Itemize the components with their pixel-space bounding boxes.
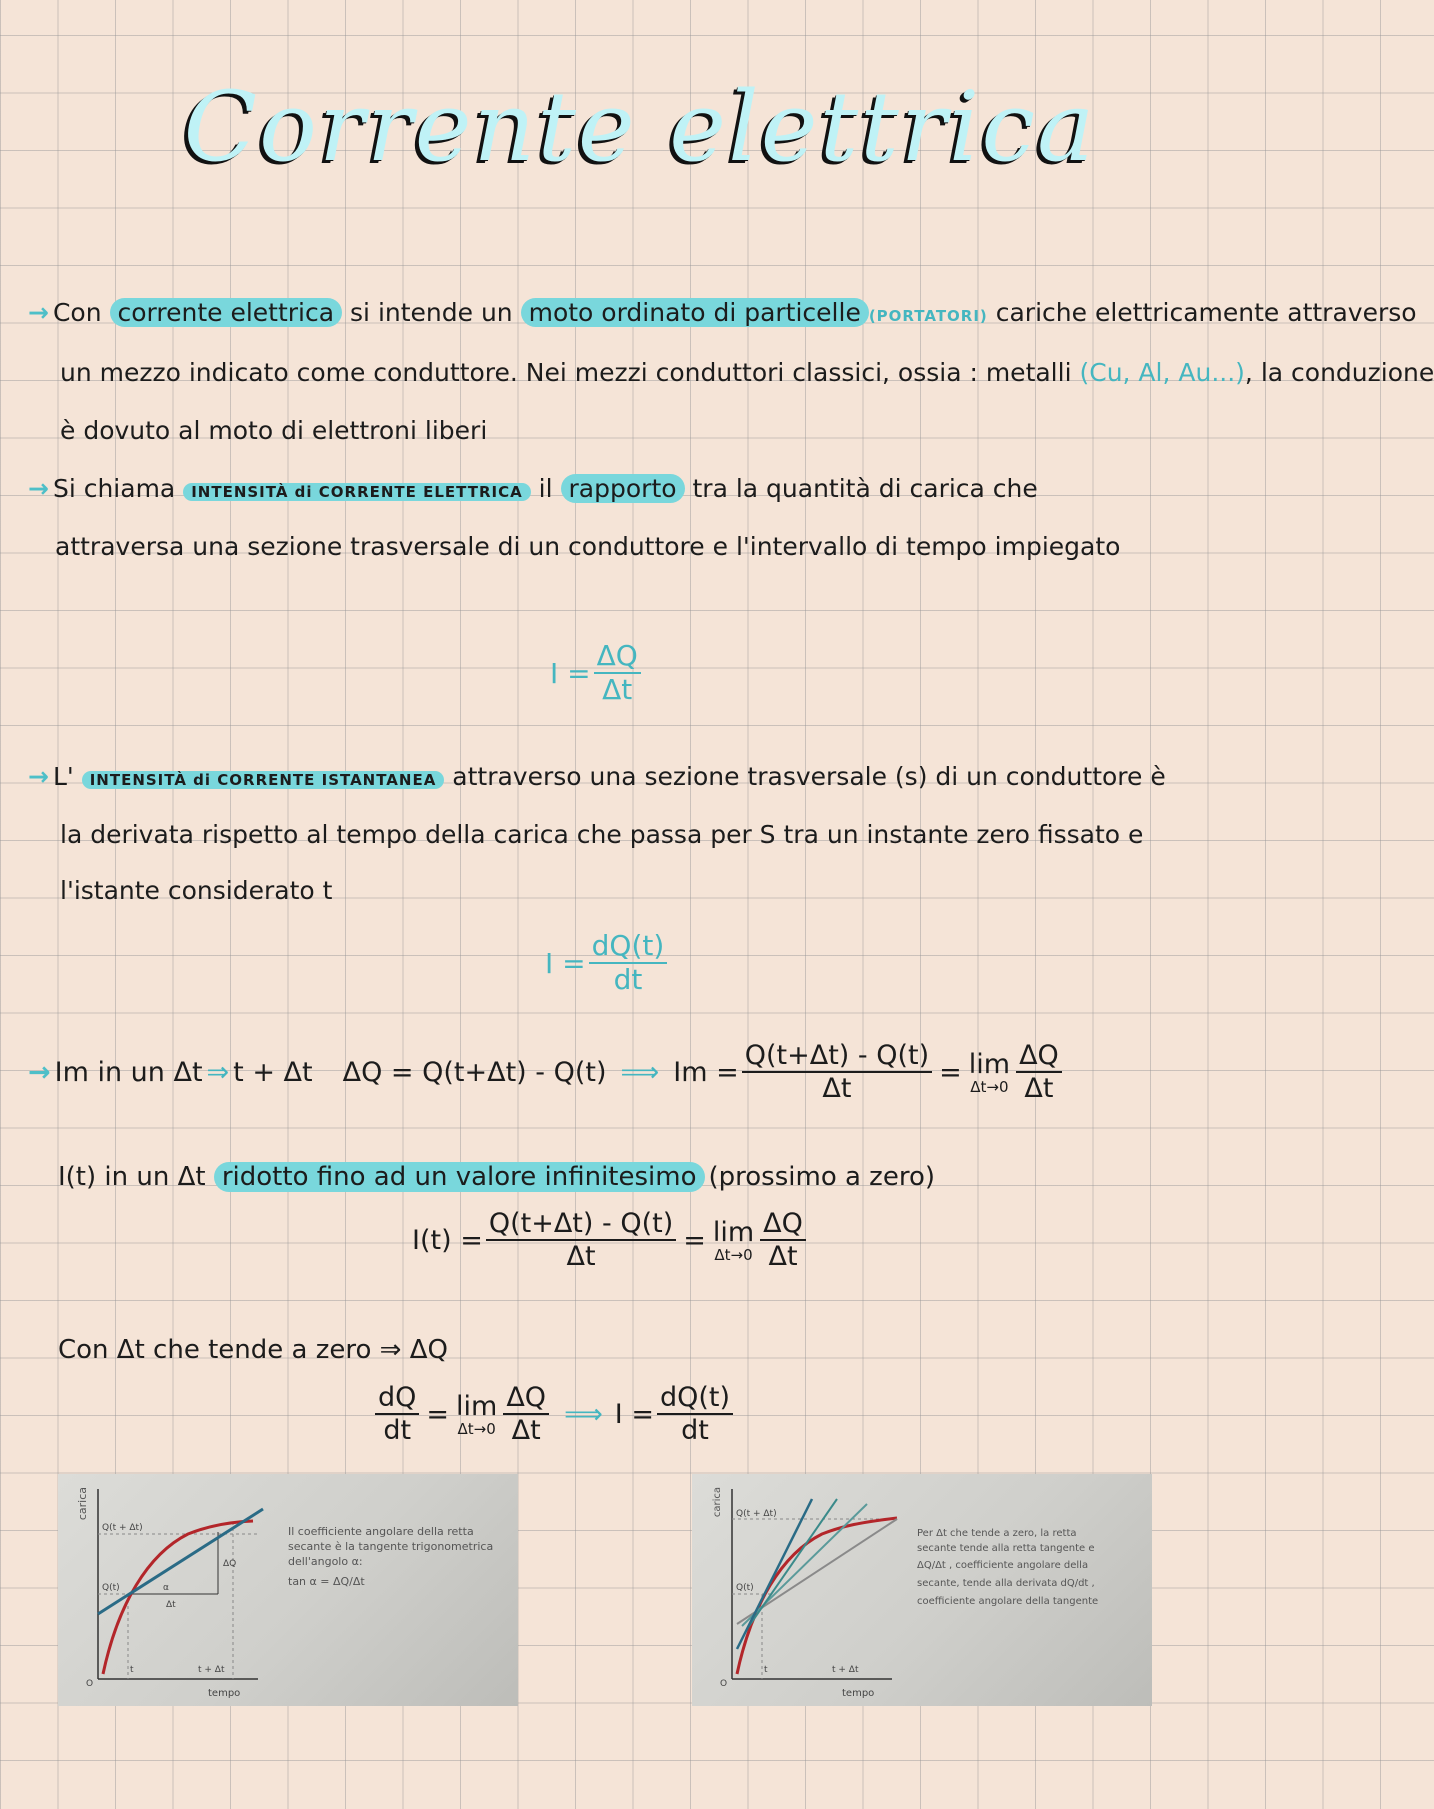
- fraction: [375, 1382, 419, 1446]
- graph-photo-tangent: [692, 1474, 1152, 1706]
- limit-label: lim: [968, 1049, 1011, 1081]
- dt-label: Δt: [166, 1600, 176, 1610]
- q2-label: Q(t + Δt): [102, 1523, 143, 1533]
- denominator: Δt: [566, 1241, 596, 1273]
- page-title: Corrente elettrica: [183, 71, 1097, 183]
- denominator: dt: [383, 1415, 412, 1447]
- highlight-moto-ordinato: moto ordinato di particelle: [521, 298, 869, 327]
- text: Con: [52, 298, 110, 327]
- paragraph-2-line-1: [28, 472, 1260, 509]
- t-label: t: [764, 1665, 768, 1675]
- formula-lhs: I =: [550, 656, 591, 690]
- equals: =: [683, 1224, 706, 1256]
- text: Im in un Δt: [54, 1056, 203, 1088]
- highlight-valore-infinitesimo: ridotto fino ad un valore infinitesimo: [214, 1162, 705, 1192]
- x-axis-label: tempo: [842, 1688, 875, 1699]
- fraction: [486, 1208, 676, 1272]
- denominator: dt: [681, 1415, 709, 1447]
- origin-label: O: [86, 1679, 94, 1689]
- limit-sub: Δt→0: [714, 1246, 753, 1265]
- paragraph-5: Con Δt che tende a zero ⇒ ΔQ: [58, 1335, 448, 1365]
- text: Si chiama: [52, 474, 184, 503]
- numerator: dQ(t): [589, 930, 668, 964]
- t2-label: t + Δt: [832, 1665, 859, 1675]
- arrow-icon: →: [28, 1056, 51, 1088]
- limit: [713, 1217, 754, 1263]
- arrow-icon: →: [28, 474, 49, 503]
- formula-instant-current: [545, 930, 670, 996]
- caption-line: coefficiente angolare della tangente: [917, 1596, 1099, 1607]
- numerator: ΔQ: [594, 640, 641, 674]
- formula-intensity: [550, 640, 644, 706]
- denominator: Δt: [822, 1073, 852, 1105]
- paragraph-4: [58, 1160, 1290, 1194]
- y-axis-label: carica: [76, 1487, 89, 1521]
- text: il: [530, 474, 561, 503]
- formula-derivative: [372, 1382, 736, 1446]
- q2-label: Q(t + Δt): [736, 1509, 777, 1519]
- paragraph-1-line-1: [28, 296, 1417, 333]
- numerator: Q(t+Δt) - Q(t): [742, 1040, 932, 1073]
- denominator: Δt: [511, 1415, 541, 1447]
- x-axis-label: tempo: [208, 1688, 241, 1699]
- formula-mean-current: [28, 1040, 1065, 1104]
- text: cariche elettricamente attraverso: [987, 298, 1417, 327]
- limit: [456, 1391, 497, 1437]
- highlight-intensita-corrente: INTENSITÀ di CORRENTE ELETTRICA: [183, 483, 531, 501]
- equals: =: [939, 1056, 962, 1088]
- dq-label: ΔQ: [223, 1559, 237, 1569]
- formula-lhs: Im =: [673, 1056, 739, 1088]
- portatori-note: (PORTATORI): [868, 307, 988, 325]
- numerator: Q(t+Δt) - Q(t): [486, 1208, 676, 1241]
- highlight-corrente-elettrica: corrente elettrica: [110, 298, 343, 327]
- caption-line: Per Δt che tende a zero, la retta: [917, 1528, 1077, 1539]
- paragraph-3-line-3: l'istante considerato t: [60, 876, 333, 905]
- arrow-icon: →: [28, 298, 49, 327]
- fraction: [760, 1208, 806, 1272]
- limit-label: lim: [456, 1391, 498, 1423]
- q1-label: Q(t): [736, 1583, 754, 1593]
- text: I(t) in un Δt: [58, 1162, 214, 1192]
- caption-line: dell'angolo α:: [288, 1555, 363, 1568]
- highlight-rapporto: rapporto: [561, 474, 685, 503]
- highlight-corrente-istantanea: INTENSITÀ di CORRENTE ISTANTANEA: [82, 771, 445, 789]
- denominator: Δt: [1024, 1073, 1054, 1105]
- formula-lhs: I =: [545, 946, 586, 980]
- tangent-line: [737, 1499, 812, 1649]
- implies-icon: ⟹: [564, 1398, 603, 1430]
- caption-formula: tan α = ΔQ/Δt: [288, 1575, 365, 1588]
- fraction: [1016, 1040, 1062, 1104]
- denominator: Δt: [602, 673, 633, 707]
- paragraph-2-line-2: attraversa una sezione trasversale di un conduttore e l'intervallo di tempo impiegato: [55, 532, 1121, 561]
- y-axis-label: carica: [712, 1487, 723, 1518]
- text: attraverso una sezione trasversale (s) di un conduttore è: [444, 762, 1166, 791]
- text: tra la quantità di carica che: [684, 474, 1038, 503]
- numerator: ΔQ: [760, 1208, 806, 1241]
- origin-label: O: [720, 1679, 728, 1689]
- implies-icon: ⟹: [620, 1056, 660, 1088]
- equals: =: [426, 1398, 450, 1430]
- text: t + Δt: [233, 1056, 313, 1088]
- formula-rhs: I =: [614, 1398, 654, 1430]
- limit: [969, 1049, 1010, 1095]
- secant-graph: [58, 1474, 518, 1706]
- text: , la conduzione: [1244, 358, 1434, 387]
- text: si intende un: [342, 298, 521, 327]
- t-label: t: [130, 1665, 134, 1675]
- alpha-label: α: [163, 1583, 169, 1593]
- caption-line: secante tende alla retta tangente e: [917, 1543, 1095, 1554]
- numerator: ΔQ: [503, 1382, 549, 1415]
- limit-sub: Δt→0: [970, 1078, 1009, 1097]
- text: un mezzo indicato come conduttore. Nei mezzi conduttori classici, ossia : metalli: [60, 358, 1080, 387]
- limit-label: lim: [712, 1217, 755, 1249]
- fraction: [594, 640, 641, 706]
- arrow-icon: →: [28, 762, 49, 791]
- fraction: [657, 1382, 733, 1446]
- formula-current-limit: [412, 1208, 809, 1272]
- formula-lhs: I(t) =: [412, 1224, 483, 1256]
- fraction: [742, 1040, 932, 1104]
- fraction: [503, 1382, 549, 1446]
- q1-label: Q(t): [102, 1583, 120, 1593]
- text: L': [52, 762, 82, 791]
- caption-line: secante è la tangente trigonometrica: [288, 1540, 494, 1553]
- caption-line: Il coefficiente angolare della retta: [288, 1525, 474, 1538]
- denominator: dt: [613, 963, 643, 997]
- metals-list: (Cu, Al, Au...): [1079, 358, 1245, 387]
- paragraph-3-line-2: la derivata rispetto al tempo della carica che passa per S tra un instante zero fissato e: [60, 820, 1144, 849]
- paragraph-1-line-3: è dovuto al moto di elettroni liberi: [60, 416, 488, 445]
- graph-photo-secant: [58, 1474, 518, 1706]
- charge-curve: [737, 1518, 897, 1674]
- t2-label: t + Δt: [198, 1665, 225, 1675]
- numerator: ΔQ: [1016, 1040, 1062, 1073]
- delta-q-definition: ΔQ = Q(t+Δt) - Q(t): [342, 1056, 607, 1088]
- caption-line: ΔQ/Δt , coefficiente angolare della: [917, 1560, 1089, 1571]
- fraction: [589, 930, 668, 996]
- implies-icon: ⇒: [206, 1056, 230, 1088]
- numerator: dQ: [375, 1382, 419, 1415]
- caption-line: secante, tende alla derivata dQ/dt ,: [917, 1578, 1095, 1589]
- paragraph-3-line-1: [28, 760, 1260, 797]
- denominator: Δt: [768, 1241, 798, 1273]
- paragraph-1-line-2: [60, 356, 1434, 390]
- numerator: dQ(t): [657, 1382, 733, 1415]
- text: (prossimo a zero): [708, 1162, 935, 1192]
- limit-sub: Δt→0: [457, 1420, 496, 1439]
